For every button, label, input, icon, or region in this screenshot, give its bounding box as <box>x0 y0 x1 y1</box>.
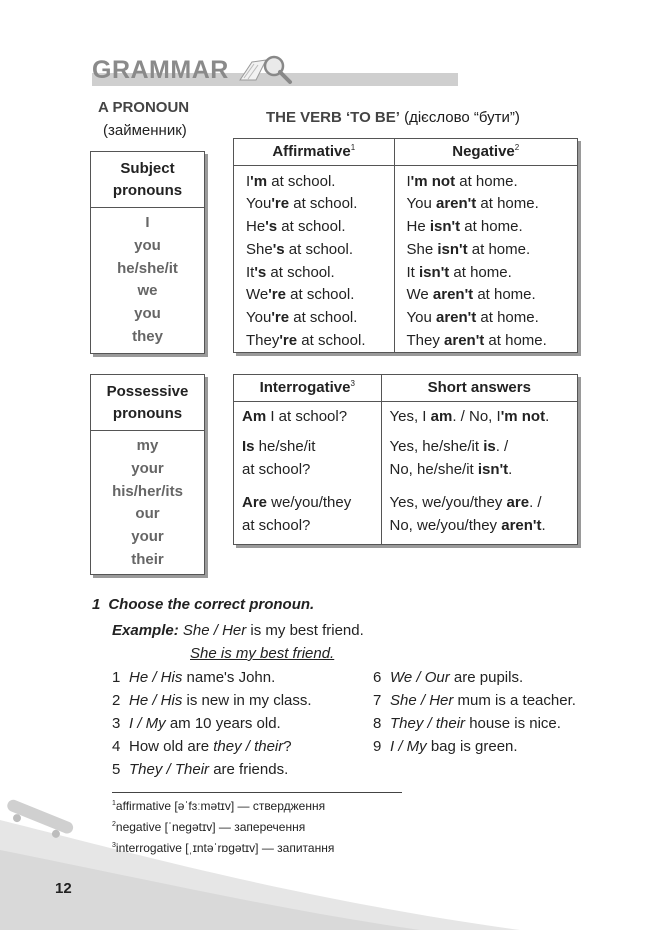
affirmative-header-label: Affirmative <box>272 143 351 161</box>
affirmative-verb: 're <box>271 195 290 213</box>
negative-line <box>407 284 578 307</box>
answer-line-2 <box>390 459 570 482</box>
subject-pronoun-item: they <box>132 327 163 345</box>
answer-text: . / <box>529 493 542 511</box>
answer-cell <box>381 432 577 488</box>
question-line <box>242 492 373 515</box>
affirmative-column <box>234 165 394 353</box>
negative-rest: at home. <box>467 240 531 258</box>
exercise-number: 1 <box>92 596 101 613</box>
negative-subject: It <box>406 263 420 281</box>
exercise-item-number: 4 <box>112 738 121 755</box>
affirmative-line <box>246 171 394 194</box>
exercise-item-number: 5 <box>112 761 121 778</box>
affirmative-subject: We <box>246 286 269 304</box>
footnote-2 <box>112 820 305 834</box>
affirmative-verb: 're <box>268 286 286 304</box>
footnote-divider <box>112 792 402 793</box>
exercise-item-number: 7 <box>373 692 382 709</box>
negative-rest: at home. <box>449 263 512 281</box>
interrogative-header <box>234 375 381 401</box>
exercise-item-rest: am 10 years old. <box>165 715 281 732</box>
page-number: 12 <box>55 880 72 897</box>
negative-header <box>394 139 577 165</box>
pronoun-heading: A PRONOUN <box>98 99 190 116</box>
possessive-pronoun-item: their <box>131 550 164 568</box>
exercise-item-number: 6 <box>373 669 382 686</box>
possessive-header-line1: Possessive <box>106 383 189 400</box>
exercise-item-rest: name's John. <box>182 669 276 686</box>
verb-heading-subtitle: (дієслово “бути”) <box>399 109 520 126</box>
negative-column <box>394 165 577 353</box>
question-cell <box>234 401 381 432</box>
answer-text: . / No, I <box>452 407 501 425</box>
exercise-item <box>373 689 576 712</box>
answer-cell <box>381 488 577 544</box>
negative-line <box>407 330 578 353</box>
footnote-2-sup: 2 <box>112 821 116 828</box>
exercise-item-number: 2 <box>112 692 121 709</box>
subject-pronoun-item: he/she/it <box>117 259 178 277</box>
example-label: Example: <box>112 622 179 639</box>
footnote-3 <box>112 841 334 855</box>
affirmative-rest: at school. <box>277 218 346 236</box>
affirmative-verb: 's <box>265 218 278 236</box>
exercise-item-number: 8 <box>373 715 382 732</box>
exercise-item-choice: I / My <box>129 715 166 732</box>
answer-line <box>390 406 570 429</box>
negative-rest: at home. <box>484 332 547 350</box>
exercise-item <box>373 666 576 689</box>
possessive-pronoun-item: his/her/its <box>112 482 183 500</box>
possessive-pronouns-box <box>90 374 205 575</box>
pronoun-subheading: (займенник) <box>103 122 187 139</box>
possessive-pronouns-header <box>91 375 204 431</box>
negative-rest: at home. <box>476 195 539 213</box>
negative-header-label: Negative <box>452 143 515 161</box>
footnote-3-sup: 3 <box>112 842 116 849</box>
negative-line <box>407 262 578 285</box>
negative-subject: She <box>406 240 438 258</box>
possessive-pronoun-item: your <box>131 459 164 477</box>
affirmative-verb: 's <box>272 240 285 258</box>
negative-verb: aren't <box>432 286 474 304</box>
exercise-example <box>112 622 364 639</box>
subject-pronoun-item: you <box>134 305 161 323</box>
page-title: GRAMMAR <box>92 56 229 84</box>
affirmative-subject: You <box>246 195 272 213</box>
subject-pronouns-box <box>90 151 205 354</box>
affirmative-negative-table <box>233 138 578 353</box>
affirmative-rest: at school. <box>289 309 358 327</box>
affirmative-line <box>246 307 394 330</box>
exercise-item-rest: is new in my class. <box>182 692 312 709</box>
exercise-items-right <box>373 666 576 758</box>
affirmative-subject: She <box>246 240 273 258</box>
negative-verb: isn't <box>437 240 468 258</box>
subject-pronoun-item: we <box>137 282 158 300</box>
answer-text: . <box>545 407 550 425</box>
exercise-item-choice: they / their <box>213 738 284 755</box>
verb-heading <box>266 109 520 126</box>
exercise-item <box>112 712 312 735</box>
exercise-item <box>112 689 312 712</box>
exercise-item-number: 1 <box>112 669 121 686</box>
affirmative-verb: 's <box>254 263 267 281</box>
question-cell <box>234 432 381 488</box>
negative-verb: 'm not <box>410 172 456 190</box>
affirmative-line <box>246 239 394 262</box>
negative-line <box>407 171 578 194</box>
negative-line <box>407 216 578 239</box>
interrogative-short-answers-table <box>233 374 578 545</box>
subject-pronoun-item: you <box>134 236 161 254</box>
exercise-item <box>373 735 576 758</box>
question-verb: Are <box>242 493 268 511</box>
question-text: we/you/they <box>267 493 352 511</box>
exercise-title <box>92 596 314 613</box>
affirmative-header-sup: 1 <box>350 143 356 153</box>
possessive-pronoun-item: my <box>136 437 159 454</box>
affirmative-subject: He <box>246 218 266 236</box>
possessive-pronoun-item: our <box>135 505 160 523</box>
question-line-2: at school? <box>242 516 311 534</box>
exercise-item-rest: are friends. <box>209 761 289 778</box>
negative-verb: isn't <box>419 263 450 281</box>
negative-subject: They <box>406 332 445 350</box>
negative-rest: at home. <box>455 172 518 190</box>
answer-text: No, we/you/they <box>389 516 502 534</box>
answer-verb: aren't <box>501 516 542 534</box>
exercise-item-rest: bag is green. <box>426 738 518 755</box>
answer-verb: are <box>506 493 530 511</box>
negative-subject: You <box>406 195 436 213</box>
subject-header-line1: Subject <box>120 160 175 177</box>
question-text: I at school? <box>266 407 348 425</box>
affirmative-line <box>246 193 394 216</box>
exercise-item <box>373 712 576 735</box>
affirmative-rest: at school. <box>267 172 336 190</box>
affirmative-subject: I <box>246 172 251 190</box>
exercise-item-pre: How old are <box>129 738 214 755</box>
affirmative-subject: They <box>246 332 280 350</box>
negative-subject: I <box>406 172 411 190</box>
negative-verb: aren't <box>435 309 477 327</box>
footnote-1-sup: 1 <box>112 800 116 807</box>
magnifier-book-icon <box>236 52 294 88</box>
answer-text: . / <box>495 437 509 455</box>
negative-rest: at home. <box>460 218 523 236</box>
affirmative-line <box>246 216 394 239</box>
exercise-item-rest: mum is a teacher. <box>453 692 576 709</box>
short-answers-header: Short answers <box>381 375 577 401</box>
exercise-item-rest: house is nice. <box>465 715 561 732</box>
answer-line <box>390 436 570 459</box>
answer-cell <box>381 401 577 432</box>
footnote-1 <box>112 799 325 813</box>
question-line-2: at school? <box>242 460 311 478</box>
possessive-pronouns-list <box>91 431 204 572</box>
exercise-item-choice: I / My <box>390 738 427 755</box>
answer-verb: isn't <box>477 460 509 478</box>
question-text: he/she/it <box>254 437 316 455</box>
interrogative-row <box>234 401 577 432</box>
exercise-item-choice: They / their <box>390 715 466 732</box>
exercise-item-choice: She / Her <box>390 692 454 709</box>
affirmative-verb: 're <box>279 332 298 350</box>
exercise-item-choice: They / Their <box>129 761 210 778</box>
exercise-item-number: 3 <box>112 715 121 732</box>
answer-text: . <box>508 460 513 478</box>
answer-line-2 <box>390 515 570 538</box>
answer-text: No, he/she/it <box>389 460 478 478</box>
exercise-item-rest: are pupils. <box>449 669 524 686</box>
affirmative-line <box>246 262 394 285</box>
negative-verb: aren't <box>444 332 485 350</box>
exercise-item-choice: He / His <box>129 669 183 686</box>
verb-heading-title: THE VERB ‘TO BE’ <box>266 109 400 126</box>
exercise-item-number: 9 <box>373 738 382 755</box>
affirmative-subject: It <box>246 263 255 281</box>
interrogative-row <box>234 488 577 544</box>
answer-text: Yes, I <box>389 407 431 425</box>
affirmative-line <box>246 284 394 307</box>
affirmative-rest: at school. <box>297 332 366 350</box>
question-line <box>242 436 373 459</box>
exercise-item <box>112 735 312 758</box>
possessive-pronoun-item: your <box>131 528 164 546</box>
negative-rest: at home. <box>473 286 536 304</box>
question-cell <box>234 488 381 544</box>
answer-line <box>390 492 570 515</box>
answer-text: Yes, he/she/it <box>389 437 484 455</box>
exercise-item-choice: He / His <box>129 692 183 709</box>
affirmative-rest: at school. <box>289 195 358 213</box>
subject-pronouns-list <box>91 208 204 349</box>
footnote-2-text: negative [ˈnegətɪv] — заперечення <box>115 820 306 834</box>
subject-pronouns-header <box>91 152 204 208</box>
negative-verb: aren't <box>435 195 477 213</box>
affirmative-header <box>234 139 394 165</box>
exercise-item-choice: We / Our <box>390 669 450 686</box>
example-choice: She / Her <box>182 622 247 639</box>
affirmative-verb: 'm <box>250 172 268 190</box>
affirmative-verb: 're <box>271 309 290 327</box>
answer-text: Yes, we/you/they <box>389 493 507 511</box>
example-post: is my best friend. <box>246 622 364 639</box>
answer-verb: am <box>430 407 453 425</box>
negative-line <box>407 239 578 262</box>
negative-verb: isn't <box>429 218 461 236</box>
exercise-instruction: Choose the correct pronoun. <box>108 596 315 613</box>
question-verb: Am <box>242 407 267 425</box>
exercise-items-left <box>112 666 312 781</box>
footnote-1-text: affirmative [əˈfɜːmətɪv] — ствердження <box>115 799 326 813</box>
example-answer: She is my best friend. <box>190 645 335 662</box>
negative-header-sup: 2 <box>514 143 520 153</box>
negative-line <box>407 193 578 216</box>
question-verb: Is <box>242 437 255 455</box>
negative-subject: You <box>406 309 436 327</box>
exercise-item <box>112 758 312 781</box>
negative-subject: We <box>406 286 433 304</box>
affirmative-rest: at school. <box>266 263 335 281</box>
affirmative-line <box>246 330 394 353</box>
answer-verb: is <box>483 437 496 455</box>
footnote-3-text: interrogative [ˌɪntəˈrɒgətɪv] — запитання <box>115 841 335 855</box>
answer-text: . <box>541 516 546 534</box>
interrogative-header-sup: 3 <box>350 379 355 389</box>
exercise-item-rest: ? <box>283 738 292 755</box>
affirmative-rest: at school. <box>285 286 355 304</box>
question-line <box>242 406 373 429</box>
subject-header-line2: pronouns <box>112 182 183 199</box>
exercise-item <box>112 666 312 689</box>
answer-verb: 'm not <box>500 407 546 425</box>
interrogative-header-label: Interrogative <box>259 379 351 397</box>
negative-line <box>407 307 578 330</box>
negative-subject: He <box>406 218 430 236</box>
subject-pronoun-item: I <box>145 214 150 231</box>
possessive-header-line2: pronouns <box>112 405 183 422</box>
affirmative-subject: You <box>246 309 272 327</box>
negative-rest: at home. <box>476 309 539 327</box>
interrogative-row <box>234 432 577 488</box>
affirmative-rest: at school. <box>284 240 353 258</box>
